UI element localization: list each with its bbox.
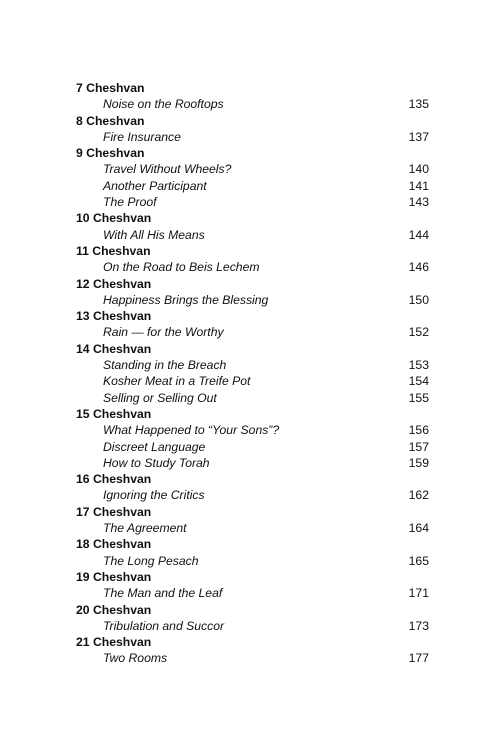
toc-entry-page: 177	[408, 651, 429, 666]
toc-date-heading: 16 Cheshvan	[76, 472, 152, 487]
toc-entry-title: What Happened to “Your Sons”?	[103, 423, 280, 438]
toc-entry-title: The Long Pesach	[103, 553, 199, 568]
toc-date-heading: 9 Cheshvan	[76, 146, 145, 161]
toc-date-heading: 18 Cheshvan	[76, 537, 152, 552]
toc-entry	[76, 553, 429, 569]
toc-entry	[76, 618, 429, 634]
toc-date-heading: 14 Cheshvan	[76, 341, 152, 356]
toc-entry	[76, 324, 429, 340]
toc-entry	[76, 439, 429, 455]
toc-entry-page: 153	[408, 358, 429, 373]
toc-entry	[76, 292, 429, 308]
toc-entry-title: With All His Means	[103, 227, 205, 242]
toc-entry-page: 159	[408, 455, 429, 470]
toc-entry	[76, 259, 429, 275]
toc-entry	[76, 650, 429, 666]
toc-entry-page: 135	[408, 97, 429, 112]
toc-entry-title: Two Rooms	[103, 651, 168, 666]
toc-entry-page: 144	[408, 227, 429, 242]
toc-entry-page: 141	[408, 178, 429, 193]
toc-entry-title: Fire Insurance	[103, 129, 181, 144]
toc-entry-title: How to Study Torah	[103, 455, 210, 470]
toc-entry-title: The Agreement	[103, 521, 187, 536]
toc-entry-page: 146	[408, 260, 429, 275]
toc-entry-title: Discreet Language	[103, 439, 206, 454]
toc-entry-page: 165	[408, 553, 429, 568]
toc-entry	[76, 373, 429, 389]
toc-entry-title: Travel Without Wheels?	[103, 162, 232, 177]
toc-entry-title: Noise on the Rooftops	[103, 97, 224, 112]
toc-entry-title: Selling or Selling Out	[103, 390, 217, 405]
toc-date-heading: 11 Cheshvan	[76, 243, 151, 258]
toc-entry-title: Ignoring the Critics	[103, 488, 205, 503]
toc-entry-title: Happiness Brings the Blessing	[103, 292, 269, 307]
toc-entry-title: The Man and the Leaf	[103, 586, 223, 601]
toc-entry	[76, 227, 429, 243]
toc-entry-page: 162	[408, 488, 429, 503]
toc-date-heading: 19 Cheshvan	[76, 569, 152, 584]
toc-entry-page: 164	[408, 521, 429, 536]
toc-entry-page: 152	[408, 325, 429, 340]
toc-date-heading: 17 Cheshvan	[76, 504, 152, 519]
toc-entry-page: 156	[408, 423, 429, 438]
toc-entry	[76, 455, 429, 471]
toc-entry	[76, 520, 429, 536]
toc-entry-page: 140	[408, 162, 429, 177]
toc-entry	[76, 129, 429, 145]
toc-entry	[76, 585, 429, 601]
toc-date-heading: 15 Cheshvan	[76, 406, 152, 421]
toc-entry-title: The Proof	[103, 195, 157, 210]
toc-date-heading: 10 Cheshvan	[76, 211, 152, 226]
toc-date-heading: 13 Cheshvan	[76, 309, 152, 324]
toc-date-heading: 20 Cheshvan	[76, 602, 152, 617]
table-of-contents	[76, 80, 429, 667]
toc-date-heading: 8 Cheshvan	[76, 113, 145, 128]
toc-entry-page: 155	[408, 390, 429, 405]
toc-entry-title: Kosher Meat in a Treife Pot	[103, 374, 251, 389]
toc-entry-title: Another Participant	[103, 178, 207, 193]
toc-entry	[76, 487, 429, 503]
toc-entry-page: 137	[408, 129, 429, 144]
toc-entry	[76, 422, 429, 438]
toc-entry	[76, 390, 429, 406]
toc-date-heading: 12 Cheshvan	[76, 276, 152, 291]
toc-entry-title: Rain — for the Worthy	[103, 325, 224, 340]
toc-entry	[76, 194, 429, 210]
toc-entry	[76, 178, 429, 194]
toc-entry-page: 150	[408, 292, 429, 307]
toc-entry-page: 154	[408, 374, 429, 389]
toc-entry-page: 157	[408, 439, 429, 454]
toc-entry-title: On the Road to Beis Lechem	[103, 260, 260, 275]
toc-entry	[76, 161, 429, 177]
toc-entry-page: 143	[408, 195, 429, 210]
toc-entry-title: Tribulation and Succor	[103, 618, 225, 633]
toc-entry	[76, 357, 429, 373]
toc-entry-page: 171	[408, 586, 429, 601]
toc-entry-page: 173	[408, 618, 429, 633]
toc-date-heading: 21 Cheshvan	[76, 635, 152, 650]
toc-entry	[76, 96, 429, 112]
toc-entry-title: Standing in the Breach	[103, 358, 227, 373]
toc-date-heading: 7 Cheshvan	[76, 81, 145, 95]
